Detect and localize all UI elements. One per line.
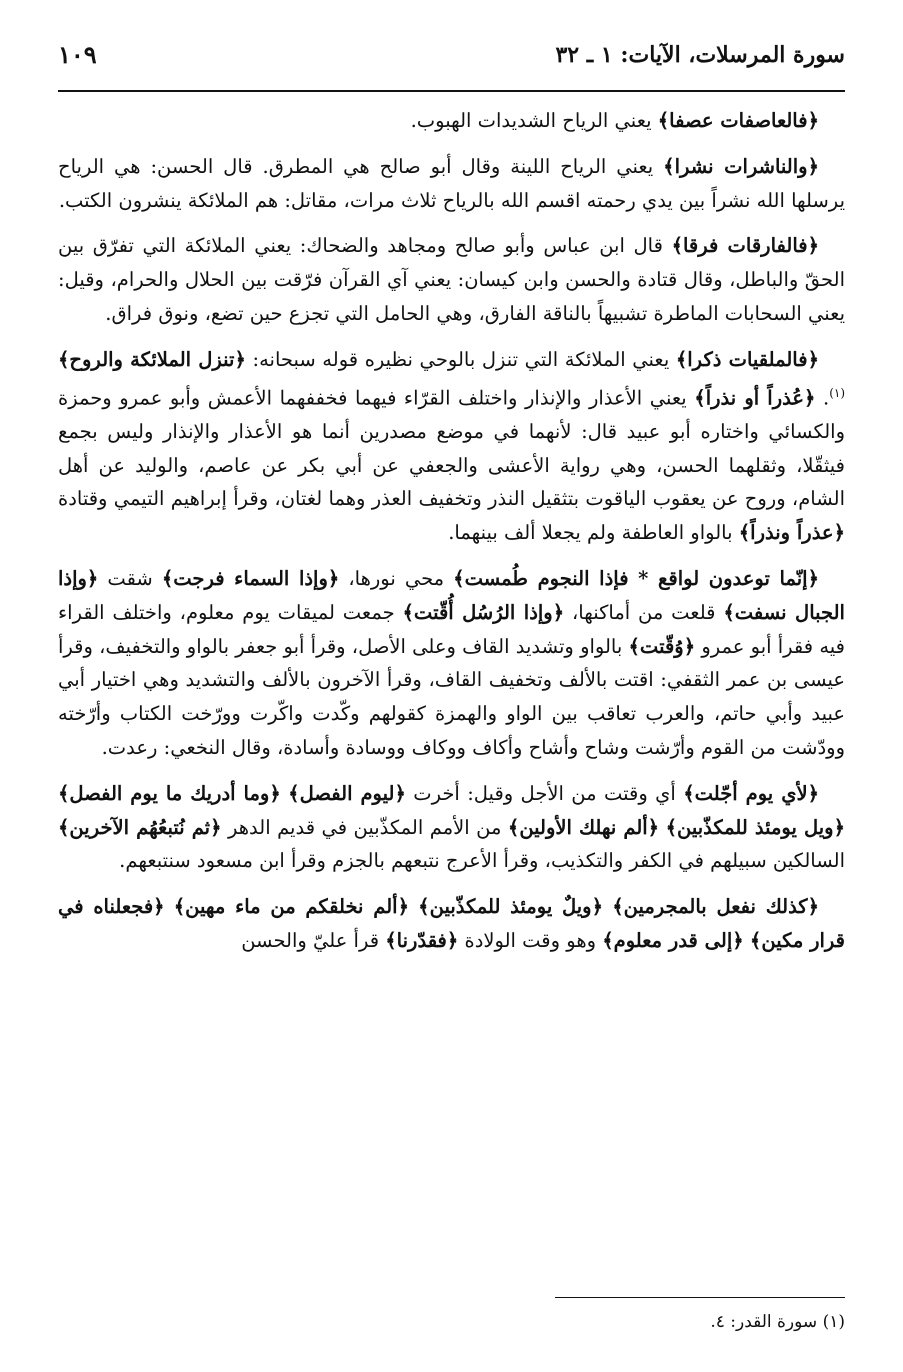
commentary-text: شقت — [98, 567, 162, 591]
commentary-text: يعني الرياح الشديدات الهبوب. — [410, 109, 658, 132]
commentary-text: قال ابن عباس وأبو صالح ومجاهد والضحاك: يعني الملائكة التي تفرّق بين الحقّ والباطل، وقال قتادة والحسن وابن كيسان: يعني آي القرآن فرّقت بين الحلال والحرام، وقيل: يعني السحابات الماطرة تشبيهاً بالناقة الفارق، وهي الحامل التي تجزع حين تضع، ونوق فراق. — [58, 234, 845, 325]
verse-quote: ﴿فقدّرنا﴾ — [385, 929, 459, 953]
verse-quote: ﴿ثم نُتبعُهُم الآخرين﴾ — [58, 815, 222, 839]
verse-quote: ﴿ألم نهلك الأولين﴾ — [507, 815, 660, 839]
paragraph — [58, 562, 845, 765]
verse-quote: ﴿وما أدريك ما يوم الفصل﴾ — [58, 781, 281, 805]
commentary-text — [409, 895, 418, 918]
verse-quote: ﴿ويل يومئذ للمكذّبين﴾ — [665, 815, 846, 839]
verse-quote: ﴿عُذراً أو نذراً﴾ — [694, 386, 816, 410]
footnote-divider — [555, 1297, 845, 1298]
paragraph — [58, 229, 845, 330]
verse-quote: ﴿وإذا الرُسُل أُقّتت﴾ — [402, 600, 565, 624]
verse-quote: ﴿تنزل الملائكة والروح﴾ — [58, 347, 246, 371]
verse-quote: ﴿فالفارقات فرقا﴾ — [671, 234, 820, 258]
page-number: ١٠٩ — [58, 40, 97, 69]
commentary-text: وهو وقت الولادة — [458, 929, 603, 953]
verse-quote: ﴿فالملقيات ذكرا﴾ — [675, 347, 820, 371]
verse-quote: ﴿لأي يوم أجّلت﴾ — [683, 781, 820, 805]
verse-quote: ﴿والناشرات نشرا﴾ — [663, 154, 819, 178]
chapter-title: سورة المرسلات، الآيات: ١ ـ ٣٢ — [555, 42, 845, 68]
verse-quote: ﴿كذلك نفعل بالمجرمين﴾ — [612, 895, 820, 919]
verse-quote: ﴿عذراً ونذراً﴾ — [738, 521, 845, 545]
verse-quote: ﴿فجعلناه في قرار مكين﴾ — [58, 895, 845, 953]
verse-quote: ﴿فالعاصفات عصفا﴾ — [657, 109, 819, 132]
commentary-text: يعني الرياح اللينة وقال أبو صالح هي المطرق. قال الحسن: هي الرياح يرسلها الله نشراً بين يدي رحمته اقسم الله بالرياح ثلاث مرات، مقاتل: هم الملائكة ينشرون الكتب. — [58, 154, 845, 212]
commentary-text: بالواو وتشديد القاف وعلى الأصل، وقرأ أبو جعفر بالواو والتخفيف، وقرأ عيسى بن عمر الثقفي: اقتت بالألف وتخفيف القاف، وقرأ الآخرون بالألف والتشديد وهي اختيار أبي عبيد وأبي حاتم، والعرب تعاقب بين الواو والهمزة كقولهم وكّدت واكّرت وورّخت الكتاب وأرّخته وودّشت من القوم وأرّشت وشاح وأشاح وأكاف ووكاف ووسادة وأسادة، وقال النخعي: رعدت. — [58, 634, 845, 760]
verse-quote: ﴿ألم نخلقكم من ماء مهين﴾ — [173, 895, 409, 919]
commentary-text — [603, 895, 612, 918]
running-header — [58, 38, 845, 92]
commentary-text: السالكين سبيلهم في الكفر والتكذيب، وقرأ الأعرج نتبعهم بالجزم وقرأ ابن مسعود سنتبعهم. — [119, 849, 845, 873]
commentary-text: بالواو العاطفة ولم يجعلا ألف بينهما. — [448, 521, 739, 545]
footnote: (١) سورة القدر: ٤. — [710, 1312, 845, 1332]
commentary-text: . — [815, 386, 830, 410]
commentary-text: جمعت لميقات يوم معلوم، واختلف القراء فيه فقرأ أبو عمرو — [58, 600, 845, 658]
verse-quote: ﴿وإذا الجبال نسفت﴾ — [58, 567, 845, 624]
commentary-text: يعني الملائكة التي تنزل بالوحي نظيره قوله سبحانه: — [245, 347, 676, 371]
commentary-text: محي نورها، — [339, 567, 454, 591]
paragraph — [58, 890, 845, 958]
verse-quote: ﴿إلى قدر معلوم﴾ — [602, 929, 744, 953]
commentary-text: أي وقتت من الأجل وقيل: أخرت — [405, 781, 684, 805]
paragraph — [58, 150, 845, 218]
footnote-ref: (١) — [829, 385, 846, 400]
paragraph — [58, 104, 845, 138]
verse-quote: ﴿ويلٌ يومئذ للمكذّبين﴾ — [418, 895, 604, 919]
verse-quote: ﴿وُقّتت﴾ — [628, 634, 696, 658]
commentary-text — [165, 895, 174, 918]
commentary-text: قلعت من أماكنها، — [564, 600, 724, 624]
commentary-text: يعني الأعذار والإنذار واختلف القرّاء فيهما فخففهما الأعمش وأبو عمرو وحمزة والكسائي واختاره أبو عبيد قال: لأنهما في موضع مصدرين أنما هو الأعذار والإنذار وليس بجمع فيثقّلا، وثقلهما الحسن، وهي رواية الأعشى والجعفي عن أبي بكر عن عاصم، والوليد عن أهل الشام، وروح عن يعقوب الياقوت بتثقيل النذر وتخفيف العذر وهما لغتان، وقرأ إبراهيم التيمي وقتادة — [58, 386, 845, 511]
paragraph — [58, 777, 845, 878]
verse-quote: ﴿ليوم الفصل﴾ — [288, 781, 406, 805]
main-text — [58, 104, 845, 970]
commentary-text: قرأ عليّ والحسن — [241, 929, 386, 953]
verse-quote: ﴿إنّما توعدون لواقع * فإذا النجوم طُمست﴾ — [453, 567, 820, 591]
commentary-text: من الأمم المكذّبين في قديم الدهر — [221, 815, 508, 839]
verse-quote: ﴿وإذا السماء فرجت﴾ — [161, 567, 340, 591]
paragraph — [58, 343, 845, 550]
